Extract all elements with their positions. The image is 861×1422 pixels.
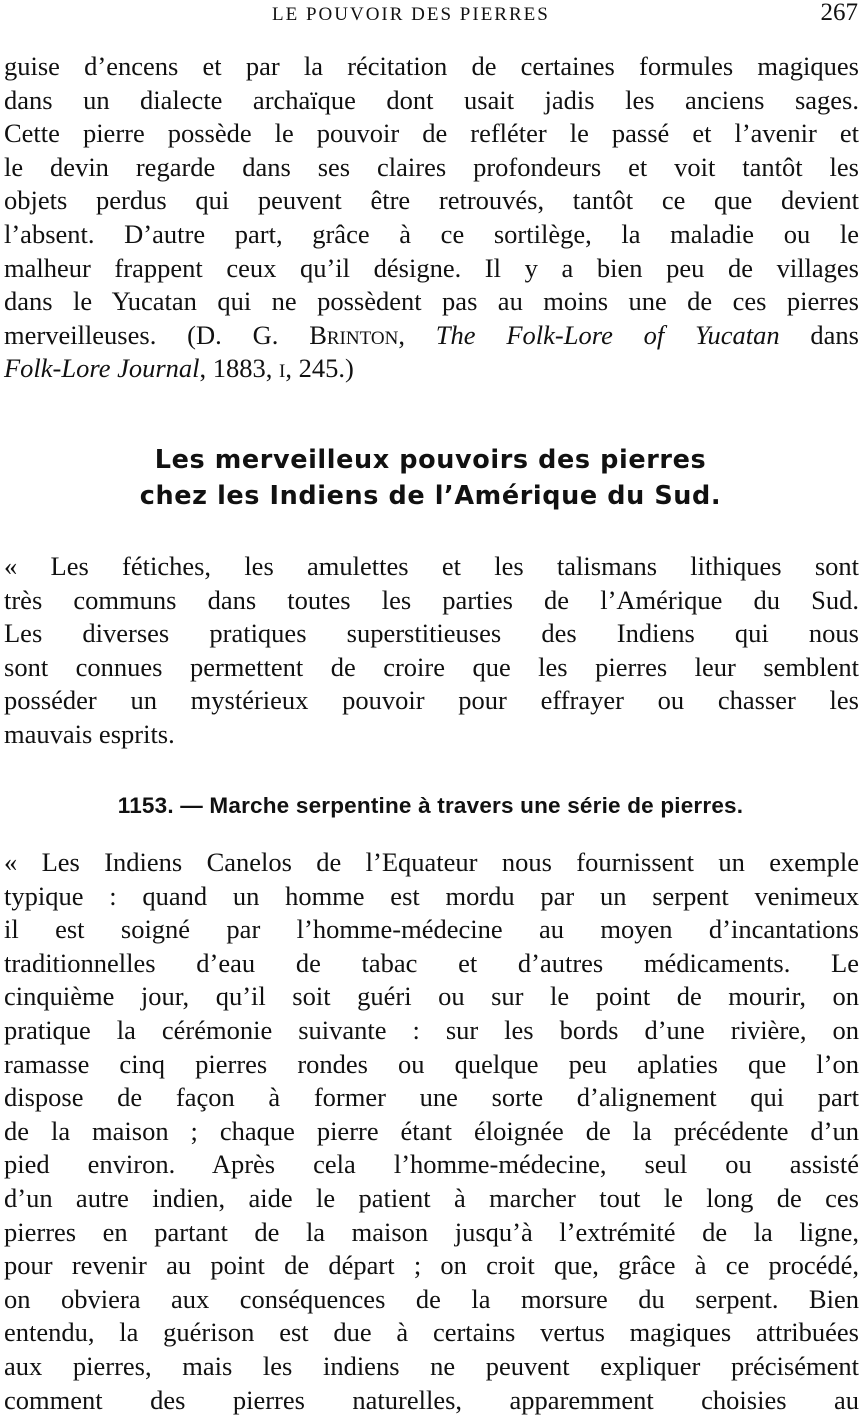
- citation-in: dans: [779, 319, 859, 350]
- text-line: entendu, la guérison est due à certains vertus magiques attribuées: [4, 1317, 859, 1348]
- text-line: de la maison ; chaque pierre étant éloignée de la précédente d’un: [4, 1115, 859, 1146]
- page-number: 267: [820, 0, 858, 26]
- citation-journal: Folk-Lore Journal: [4, 353, 200, 384]
- paragraph-yucatan-stone: [4, 50, 859, 386]
- text-line: Les diverses pratiques superstitieuses des Indiens qui nous: [4, 618, 859, 649]
- text-line: aux pierres, mais les indiens ne peuvent expliquer précisément: [4, 1350, 859, 1381]
- article-heading: 1153. — Marche serpentine à travers une série de pierres.: [117, 793, 744, 818]
- text-line: dispose de façon à former une sorte d’alignement qui part: [4, 1082, 859, 1113]
- text-line: malheur frappent ceux qu’il désigne. Il y a bien peu de villages: [4, 252, 859, 283]
- text-line: dans un dialecte archaïque dont usait jadis les anciens sages.: [4, 84, 859, 115]
- text-line: comment des pierres naturelles, apparemment choisies au: [4, 1384, 859, 1415]
- text-line: mauvais esprits.: [4, 718, 175, 749]
- text-line: pratique la cérémonie suivante : sur les bords d’une rivière, on: [4, 1014, 859, 1045]
- section-heading-line-1: Les merveilleux pouvoirs des pierres: [154, 445, 707, 475]
- text-line: pied environ. Après cela l’homme-médecine, seul ou assisté: [4, 1149, 859, 1180]
- text-line: dans le Yucatan qui ne possèdent pas au moins une de ces pierres: [4, 286, 859, 317]
- citation-pages: , 245.): [285, 353, 354, 384]
- text-line: cinquième jour, qu’il soit guéri ou sur le point de mourir, on: [4, 981, 859, 1012]
- text-line: objets perdus qui peuvent être retrouvés, tantôt ce que devient: [4, 185, 859, 216]
- text-line: traditionnelles d’eau de tabac et d’autres médicaments. Le: [4, 947, 859, 978]
- text-line: pierres en partant de la maison jusqu’à l’extrémité de la ligne,: [4, 1216, 859, 1247]
- text-line: posséder un mystérieux pouvoir pour effrayer ou chasser les: [4, 685, 859, 716]
- section-heading-line-2: chez les Indiens de l’Amérique du Sud.: [139, 481, 722, 511]
- citation-line: [4, 319, 859, 353]
- paragraph-canelos: [4, 846, 859, 1417]
- text-line: Cette pierre possède le pouvoir de refléter le passé et l’avenir et: [4, 118, 859, 149]
- citation-author: Brinton: [309, 319, 399, 350]
- citation-volume: i: [279, 353, 286, 384]
- paragraph-south-america: [4, 550, 859, 752]
- text-line: il est soigné par l’homme-médecine au moyen d’incantations: [4, 914, 859, 945]
- running-head-title: LE POUVOIR DES PIERRES: [272, 4, 550, 25]
- running-head: [0, 0, 861, 28]
- text-line: pour revenir au point de départ ; on croit que, grâce à ce procédé,: [4, 1250, 859, 1281]
- text-line: l’absent. D’autre part, grâce à ce sortilège, la maladie ou le: [4, 218, 859, 249]
- paragraph-text: [4, 50, 859, 386]
- text-line: typique : quand un homme est mordu par un serpent venimeux: [4, 880, 859, 911]
- citation-year: , 1883,: [199, 353, 280, 384]
- paragraph-text: [4, 846, 859, 1417]
- section-heading: [0, 442, 861, 514]
- text-line: ramasse cinq pierres rondes ou quelque peu aplaties que l’on: [4, 1048, 859, 1079]
- citation-start: merveilleuses. (D. G.: [4, 319, 310, 350]
- text-line: « Les Indiens Canelos de l’Equateur nous fournissent un exemple: [4, 847, 859, 877]
- paragraph-text: [4, 550, 859, 752]
- text-line: très communs dans toutes les parties de l’Amérique du Sud.: [4, 584, 859, 615]
- text-line: « Les fétiches, les amulettes et les talismans lithiques sont: [4, 551, 859, 581]
- citation-separator: ,: [398, 319, 436, 350]
- text-line: on obviera aux conséquences de la morsure du serpent. Bien: [4, 1283, 859, 1314]
- citation-line-end: [4, 352, 859, 386]
- text-line: le devin regarde dans ses claires profondeurs et voit tantôt les: [4, 151, 859, 182]
- citation-title: The Folk-Lore of Yucatan: [435, 319, 780, 350]
- text-line: sont connues permettent de croire que les pierres leur semblent: [4, 651, 859, 682]
- text-line: d’un autre indien, aide le patient à marcher tout le long de ces: [4, 1182, 859, 1213]
- text-line: guise d’encens et par la récitation de certaines formules magiques: [4, 51, 859, 81]
